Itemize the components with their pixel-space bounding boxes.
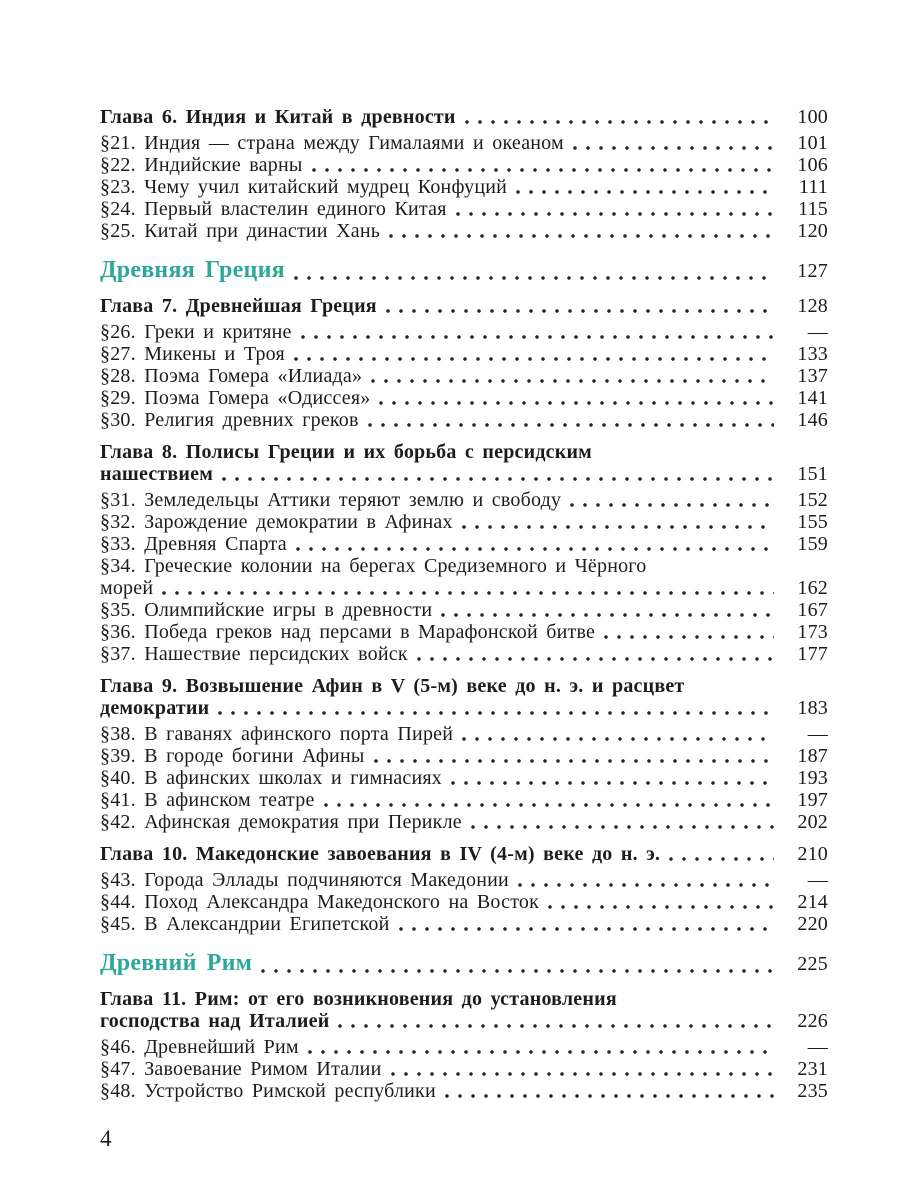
entry-page-number: 151: [797, 463, 828, 485]
toc-entry-line: [100, 675, 828, 697]
toc-entry: [100, 295, 828, 317]
toc-entry: [100, 132, 828, 154]
dot-leader: [222, 477, 774, 481]
toc-entry: [100, 767, 828, 789]
entry-title: §39. В городе богини Афины: [100, 745, 365, 767]
toc-entry: [100, 365, 828, 387]
toc-entry: [100, 789, 828, 811]
toc-entry-line: [100, 176, 828, 198]
toc-entry-line: [100, 723, 828, 745]
toc-entry: [100, 1080, 828, 1102]
dot-leader: [604, 635, 774, 639]
toc-entry: [100, 621, 828, 643]
entry-page-number: 202: [797, 811, 828, 833]
dot-leader: [368, 423, 774, 427]
entry-page-number: 155: [797, 511, 828, 533]
entry-title: §29. Поэма Гомера «Одиссея»: [100, 387, 371, 409]
entry-title: §32. Зарождение демократии в Афинах: [100, 511, 453, 533]
entry-title: §26. Греки и критяне: [100, 321, 292, 343]
entry-title: Глава 11. Рим: от его возникновения до установления: [100, 988, 617, 1010]
toc-entry: [100, 913, 828, 935]
entry-page-number: 133: [797, 343, 828, 365]
entry-page-number: 137: [797, 365, 828, 387]
toc-entry-line: [100, 643, 828, 665]
entry-title: §36. Победа греков над персами в Марафонской битве: [100, 621, 596, 643]
entry-title: Глава 7. Древнейшая Греция: [100, 295, 377, 317]
toc-entry-line: [100, 950, 828, 978]
entry-title: §34. Греческие колонии на берегах Средиземного и Чёрного: [100, 555, 647, 577]
entry-page-number: 187: [797, 745, 828, 767]
toc-entry: [100, 387, 828, 409]
dot-leader: [462, 737, 774, 741]
toc-entry-line: [100, 767, 828, 789]
entry-page-number: 127: [797, 260, 828, 282]
toc-entry-line: [100, 409, 828, 431]
entry-title: §45. В Александрии Египетской: [100, 913, 390, 935]
entry-page-number: 141: [797, 387, 828, 409]
entry-page-number: 226: [797, 1010, 828, 1032]
toc-entry: [100, 511, 828, 533]
toc-entry-line: [100, 599, 828, 621]
dot-leader: [451, 781, 774, 785]
entry-title: §22. Индийские варны: [100, 154, 303, 176]
entry-title: Глава 8. Полисы Греции и их борьба с персидским: [100, 441, 593, 463]
toc-entry: [100, 643, 828, 665]
toc-entry-line: [100, 106, 828, 128]
entry-title: господства над Италией: [100, 1010, 330, 1032]
toc-entry-line: [100, 843, 828, 865]
entry-title: Глава 10. Македонские завоевания в IV (4-м) веке до н. э.: [100, 843, 661, 865]
toc-entry-line: [100, 441, 828, 463]
toc-entry-line: [100, 198, 828, 220]
toc-entry: [100, 869, 828, 891]
toc-entry: [100, 745, 828, 767]
entry-title: §28. Поэма Гомера «Илиада»: [100, 365, 363, 387]
entry-title: Глава 9. Возвышение Афин в V (5-м) веке до н. э. и расцвет: [100, 675, 685, 697]
entry-title: §46. Древнейший Рим: [100, 1036, 299, 1058]
toc-entry: [100, 533, 828, 555]
entry-page-number: 210: [797, 843, 828, 865]
entry-title: Древняя Греция: [100, 257, 285, 283]
dot-leader: [374, 759, 775, 763]
toc-entry-line: [100, 1058, 828, 1080]
toc-entry: [100, 723, 828, 745]
entry-title: §30. Религия древних греков: [100, 409, 359, 431]
dot-leader: [294, 357, 774, 361]
toc-entry: [100, 343, 828, 365]
toc-entry: [100, 599, 828, 621]
dot-leader: [465, 120, 774, 124]
toc-entry: [100, 176, 828, 198]
toc-list: [100, 106, 828, 1102]
entry-page-number: 100: [797, 106, 828, 128]
entry-page-number: —: [807, 321, 828, 343]
toc-entry: [100, 489, 828, 511]
toc-entry-line: [100, 463, 828, 485]
entry-title: §48. Устройство Римской республики: [100, 1080, 436, 1102]
entry-title: §47. Завоевание Римом Италии: [100, 1058, 382, 1080]
toc-entry-line: [100, 387, 828, 409]
toc-entry: [100, 154, 828, 176]
toc-entry: [100, 843, 828, 865]
dot-leader: [417, 657, 774, 661]
toc-entry: [100, 950, 828, 978]
toc-entry: [100, 988, 828, 1032]
entry-title: §43. Города Эллады подчиняются Македонии: [100, 869, 509, 891]
dot-leader: [379, 401, 774, 405]
entry-title: §44. Поход Александра Македонского на Восток: [100, 891, 539, 913]
entry-title: морей: [100, 577, 154, 599]
toc-entry-line: [100, 745, 828, 767]
dot-leader: [441, 613, 774, 617]
entry-page-number: 162: [797, 577, 828, 599]
toc-entry-line: [100, 257, 828, 285]
toc-entry-line: [100, 891, 828, 913]
entry-page-number: 159: [797, 533, 828, 555]
toc-entry-line: [100, 295, 828, 317]
dot-leader: [371, 379, 774, 383]
entry-title: §33. Древняя Спарта: [100, 533, 287, 555]
entry-page-number: 235: [797, 1080, 828, 1102]
entry-page-number: 173: [797, 621, 828, 643]
entry-title: §21. Индия — страна между Гималаями и океаном: [100, 132, 564, 154]
entry-page-number: 101: [797, 132, 828, 154]
entry-title: §41. В афинском театре: [100, 789, 315, 811]
entry-title: нашествием: [100, 463, 214, 485]
entry-page-number: 128: [797, 295, 828, 317]
toc-entry-line: [100, 621, 828, 643]
dot-leader: [669, 857, 774, 861]
entry-page-number: —: [807, 723, 828, 745]
toc-entry-line: [100, 1080, 828, 1102]
entry-page-number: 146: [797, 409, 828, 431]
dot-leader: [296, 547, 774, 551]
dot-leader: [386, 309, 774, 313]
entry-title: §27. Микены и Троя: [100, 343, 285, 365]
entry-page-number: 225: [797, 953, 828, 975]
entry-title: §38. В гаванях афинского порта Пирей: [100, 723, 454, 745]
dot-leader: [308, 1050, 774, 1054]
toc-entry: [100, 106, 828, 128]
entry-title: §42. Афинская демократия при Перикле: [100, 811, 462, 833]
entry-page-number: 106: [797, 154, 828, 176]
toc-entry-line: [100, 988, 828, 1010]
entry-page-number: 152: [797, 489, 828, 511]
dot-leader: [162, 591, 774, 595]
toc-entry: [100, 220, 828, 242]
dot-leader: [324, 803, 774, 807]
entry-page-number: 183: [797, 697, 828, 719]
dot-leader: [261, 969, 774, 973]
dot-leader: [338, 1024, 774, 1028]
toc-entry-line: [100, 913, 828, 935]
toc-entry: [100, 555, 828, 599]
dot-leader: [218, 711, 774, 715]
dot-leader: [573, 146, 774, 150]
toc-entry-line: [100, 555, 828, 577]
entry-title: §31. Земледельцы Аттики теряют землю и свободу: [100, 489, 562, 511]
folio-page-number: 4: [100, 1126, 112, 1151]
toc-entry-line: [100, 321, 828, 343]
dot-leader: [516, 190, 774, 194]
dot-leader: [471, 825, 774, 829]
dot-leader: [301, 335, 774, 339]
toc-entry-line: [100, 132, 828, 154]
entry-page-number: 177: [797, 643, 828, 665]
toc-entry: [100, 1036, 828, 1058]
toc-entry: [100, 198, 828, 220]
toc-entry-line: [100, 489, 828, 511]
entry-title: демократии: [100, 697, 210, 719]
toc-entry-line: [100, 1036, 828, 1058]
toc-entry-line: [100, 365, 828, 387]
toc-entry-line: [100, 1010, 828, 1032]
toc-entry-line: [100, 811, 828, 833]
entry-title: §40. В афинских школах и гимнасиях: [100, 767, 442, 789]
dot-leader: [518, 883, 774, 887]
toc-entry-line: [100, 869, 828, 891]
dot-leader: [456, 212, 774, 216]
toc-entry: [100, 811, 828, 833]
entry-title: §24. Первый властелин единого Китая: [100, 198, 447, 220]
toc-entry-line: [100, 697, 828, 719]
entry-page-number: 197: [797, 789, 828, 811]
entry-page-number: 231: [797, 1058, 828, 1080]
entry-title: Древний Рим: [100, 950, 253, 976]
dot-leader: [445, 1094, 774, 1098]
toc-entry: [100, 257, 828, 285]
entry-title: Глава 6. Индия и Китай в древности: [100, 106, 456, 128]
toc-entry-line: [100, 533, 828, 555]
entry-page-number: —: [807, 1036, 828, 1058]
entry-page-number: 111: [798, 176, 828, 198]
dot-leader: [294, 276, 774, 280]
entry-title: §37. Нашествие персидских войск: [100, 643, 408, 665]
entry-title: §25. Китай при династии Хань: [100, 220, 381, 242]
dot-leader: [399, 927, 774, 931]
toc-entry: [100, 675, 828, 719]
dot-leader: [391, 1072, 775, 1076]
entry-title: §23. Чему учил китайский мудрец Конфуций: [100, 176, 508, 198]
dot-leader: [570, 503, 774, 507]
entry-page-number: 115: [798, 198, 828, 220]
dot-leader: [389, 234, 774, 238]
toc-entry-line: [100, 789, 828, 811]
toc-entry: [100, 1058, 828, 1080]
dot-leader: [312, 168, 775, 172]
dot-leader: [462, 525, 774, 529]
entry-page-number: 220: [797, 913, 828, 935]
toc-entry-line: [100, 511, 828, 533]
dot-leader: [548, 905, 774, 909]
toc-entry: [100, 891, 828, 913]
entry-page-number: 214: [797, 891, 828, 913]
entry-title: §35. Олимпийские игры в древности: [100, 599, 433, 621]
entry-page-number: —: [807, 869, 828, 891]
entry-page-number: 193: [797, 767, 828, 789]
toc-entry-line: [100, 154, 828, 176]
toc-entry: [100, 321, 828, 343]
entry-page-number: 167: [797, 599, 828, 621]
toc-entry: [100, 409, 828, 431]
toc-entry-line: [100, 577, 828, 599]
toc-entry-line: [100, 343, 828, 365]
toc-entry: [100, 441, 828, 485]
toc-entry-line: [100, 220, 828, 242]
entry-page-number: 120: [797, 220, 828, 242]
